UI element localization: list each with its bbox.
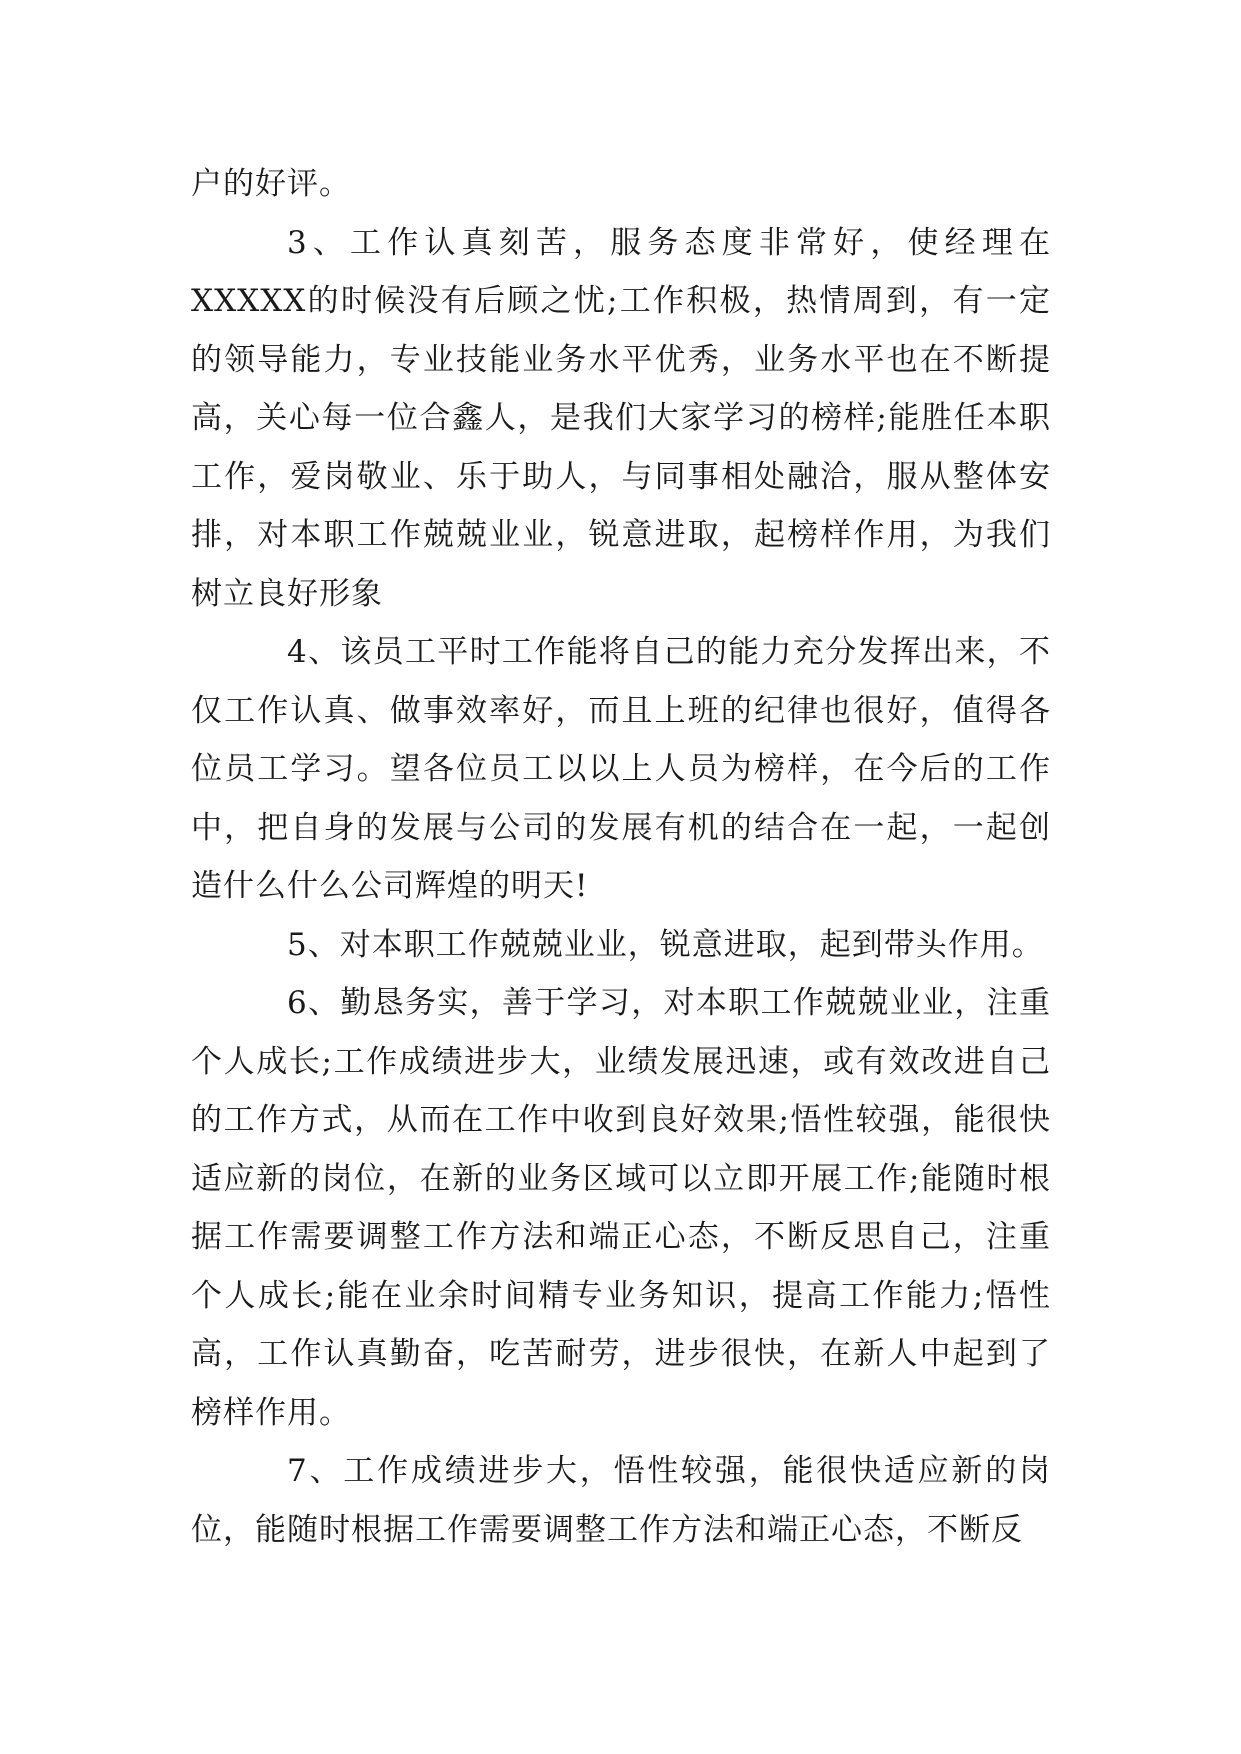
paragraph-item-3: 3、工作认真刻苦，服务态度非常好，使经理在XXXXX的时候没有后顾之忧;工作积极，热情周到，有一定的领导能力，专业技能业务水平优秀，业务水平也在不断提高，关心每一位合鑫人，是我们大家学习的榜样;能胜任本职工作，爱岗敬业、乐于助人，与同事相处融洽，服从整体安排，对本职工作兢兢业业，锐意进取，起榜样作用，为我们树立良好形象 — [191, 224, 1051, 612]
paragraph-item-7: 7、工作成绩进步大，悟性较强，能很快适应新的岗位，能随时根据工作需要调整工作方法和端正心态，不断反 — [191, 1453, 1051, 1548]
paragraph-item-5: 5、对本职工作兢兢业业，锐意进取，起到带头作用。 — [287, 926, 1044, 963]
document-body — [191, 155, 1051, 1559]
paragraph-continuation: 户的好评。 — [191, 166, 351, 202]
paragraph-item-6: 6、勤恳务实，善于学习，对本职工作兢兢业业，注重个人成长;工作成绩进步大，业绩发展迅速，或有效改进自己的工作方式，从而在工作中收到良好效果;悟性较强，能很快适应新的岗位，在新的业务区域可以立即开展工作;能随时根据工作需要调整工作方法和端正心态，不断反思自己，注重个人成长;能在业余时间精专业务知识，提高工作能力;悟性高，工作认真勤奋，吃苦耐劳，进步很快，在新人中起到了榜样作用。 — [191, 985, 1051, 1431]
paragraph-item-4: 4、该员工平时工作能将自己的能力充分发挥出来，不仅工作认真、做事效率好，而且上班的纪律也很好，值得各位员工学习。望各位员工以以上人员为榜样，在今后的工作中，把自身的发展与公司的发展有机的结合在一起，一起创造什么什么公司辉煌的明天! — [191, 634, 1051, 904]
